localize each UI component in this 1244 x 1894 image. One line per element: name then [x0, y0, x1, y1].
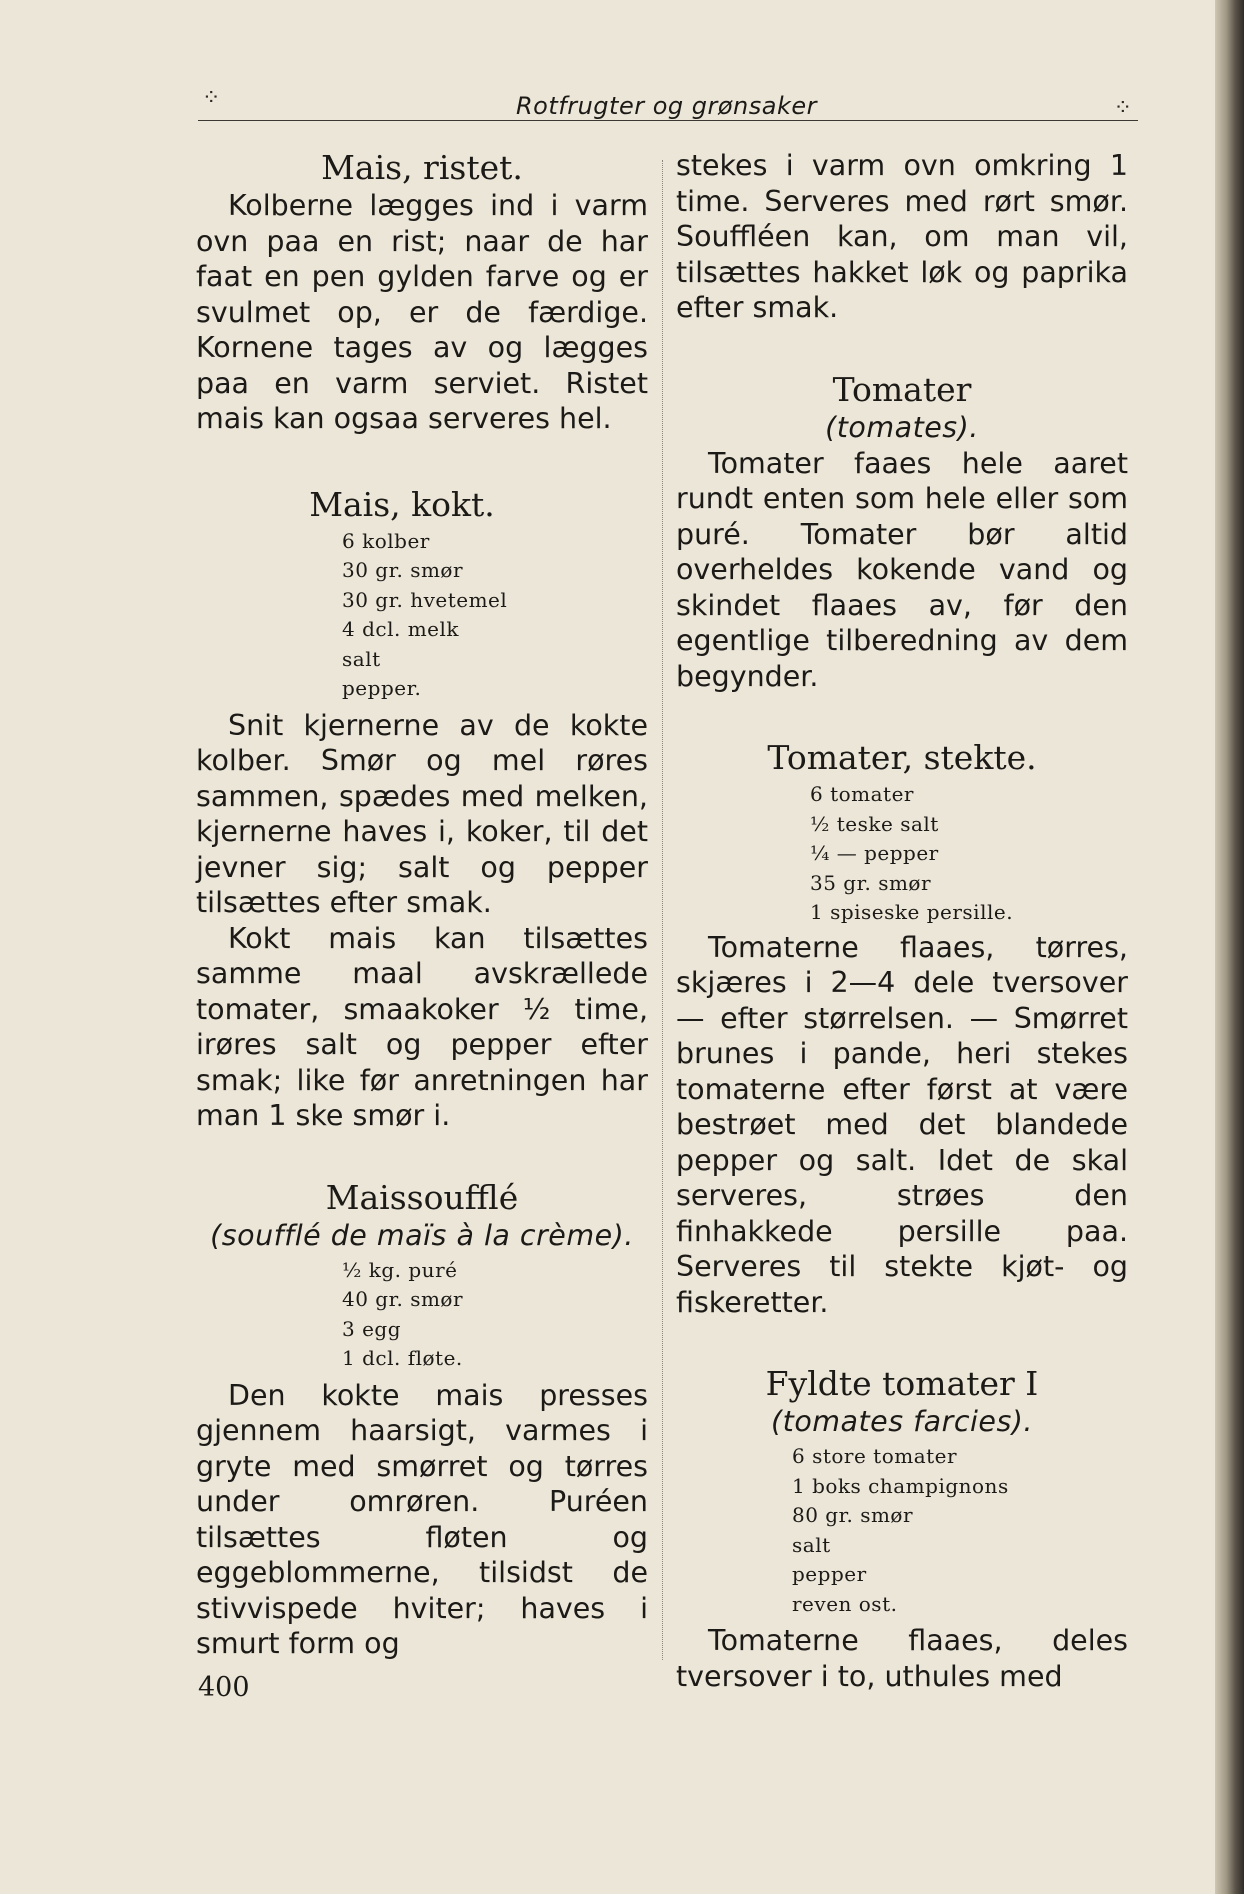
- left-column: [196, 148, 648, 1662]
- recipe-text: Tomater faaes hele aaret rundt enten som hele eller som puré. Tomater bør altid overheldes kokende vand og skindet flaaes av, før den egentlige tilberedning av dem begynder.: [676, 446, 1128, 693]
- ingredient: 40 gr. smør: [342, 1287, 464, 1311]
- recipe-text: Tomaterne flaaes, deles tversover i to, uthules med: [676, 1624, 1128, 1693]
- ingredient: pepper.: [342, 676, 422, 700]
- ingredient-list: [342, 527, 648, 704]
- ingredient-list: [342, 1256, 648, 1374]
- running-title: Rotfrugter og grønsaker: [516, 92, 817, 120]
- right-column: [676, 148, 1128, 1694]
- recipe-title: Fyldte tomater I: [765, 1364, 1039, 1403]
- ingredient: 1 spiseske persille.: [810, 900, 1014, 924]
- ingredient: ¼ — pepper: [810, 841, 939, 865]
- ingredient: ½ kg. puré: [342, 1257, 458, 1282]
- running-header: [198, 86, 1138, 121]
- ingredient: 80 gr. smør: [792, 1503, 914, 1527]
- recipe-tomater-stekte: [676, 738, 1128, 1320]
- recipe-subtitle: (tomates farcies).: [771, 1405, 1033, 1438]
- ingredient: 30 gr. hvetemel: [342, 587, 508, 612]
- recipe-mais-kokt: [196, 485, 648, 1134]
- ingredient: 6 store tomater: [792, 1444, 958, 1468]
- recipe-text: Kolberne lægges ind i varm ovn paa en rist; naar de har faat en pen gylden farve og er svulmet op, er de færdige. Kornene tages av og lægges paa en varm serviet. Ristet mais kan ogsaa serveres hel.: [196, 189, 648, 435]
- recipe-title: Mais, kokt.: [309, 484, 495, 524]
- ingredient: 35 gr. smør: [810, 870, 932, 895]
- ingredient: pepper: [792, 1562, 867, 1586]
- ingredient-list: [810, 780, 1128, 928]
- recipe-title: Tomater: [832, 369, 972, 409]
- recipe-title: Mais, ristet.: [321, 148, 523, 187]
- ingredient: 1 boks champignons: [792, 1473, 1009, 1498]
- ingredient: salt: [342, 646, 381, 671]
- ingredient: reven ost.: [792, 1591, 898, 1616]
- recipe-title: Tomater, stekte.: [767, 738, 1037, 777]
- column-divider: [662, 160, 665, 1660]
- page-edge-shadow: [1215, 0, 1244, 1894]
- recipe-fyldte-tomater: [676, 1364, 1128, 1694]
- ingredient: 1 dcl. fløte.: [342, 1346, 463, 1370]
- ornament-left-icon: ⁘: [202, 86, 221, 111]
- recipe-mais-ristet: [196, 148, 648, 437]
- page-number: 400: [198, 1672, 250, 1703]
- continuation-text: stekes i varm ovn omkring 1 time. Serveres med rørt smør. Souffléen kan, om man vil, tilsættes hakket løk og paprika efter smak.: [676, 149, 1128, 324]
- recipe-title: Maissoufflé: [325, 1177, 519, 1217]
- ingredient: 30 gr. smør: [342, 558, 464, 582]
- ingredient: 6 kolber: [342, 528, 430, 553]
- ingredient-list: [792, 1442, 1128, 1619]
- recipe-subtitle: (tomates).: [825, 410, 979, 444]
- ingredient: ½ teske salt: [810, 811, 939, 836]
- ornament-right-icon: ⁘: [1113, 96, 1132, 121]
- ingredient: 3 egg: [342, 1316, 402, 1341]
- ingredient: 6 tomater: [810, 782, 914, 806]
- recipe-maissouffle: [196, 1178, 648, 1662]
- ingredient: salt: [792, 1532, 831, 1557]
- recipe-subtitle: (soufflé de maïs à la crème).: [210, 1218, 634, 1252]
- recipe-text: Kokt mais kan tilsættes samme maal avskrællede tomater, smaakoker ½ time, irøres salt og pepper efter smak; like før anretningen har man 1 ske smør i.: [196, 921, 648, 1132]
- recipe-text: Den kokte mais presses gjennem haarsigt, varmes i gryte med smørret og tørres under omrøren. Puréen tilsættes fløten og eggeblommerne, tilsidst de stivvispede hviter; haves i smurt form og: [196, 1378, 648, 1660]
- recipe-text: Tomaterne flaaes, tørres, skjæres i 2—4 dele tversover — efter størrelsen. — Smørret brunes i pande, heri stekes tomaterne efter først at være bestrøet med det blandede pepper og salt. Idet de skal serveres, strøes den finhakkede persille paa. Serveres til stekte kjøt- og fiskeretter.: [676, 930, 1128, 1319]
- ingredient: 4 dcl. melk: [342, 617, 460, 641]
- recipe-text: Snit kjernerne av de kokte kolber. Smør og mel røres sammen, spædes med melken, kjernerne haves i, koker, til det jevner sig; salt og pepper tilsættes efter smak.: [196, 708, 648, 919]
- recipe-tomater: [676, 370, 1128, 695]
